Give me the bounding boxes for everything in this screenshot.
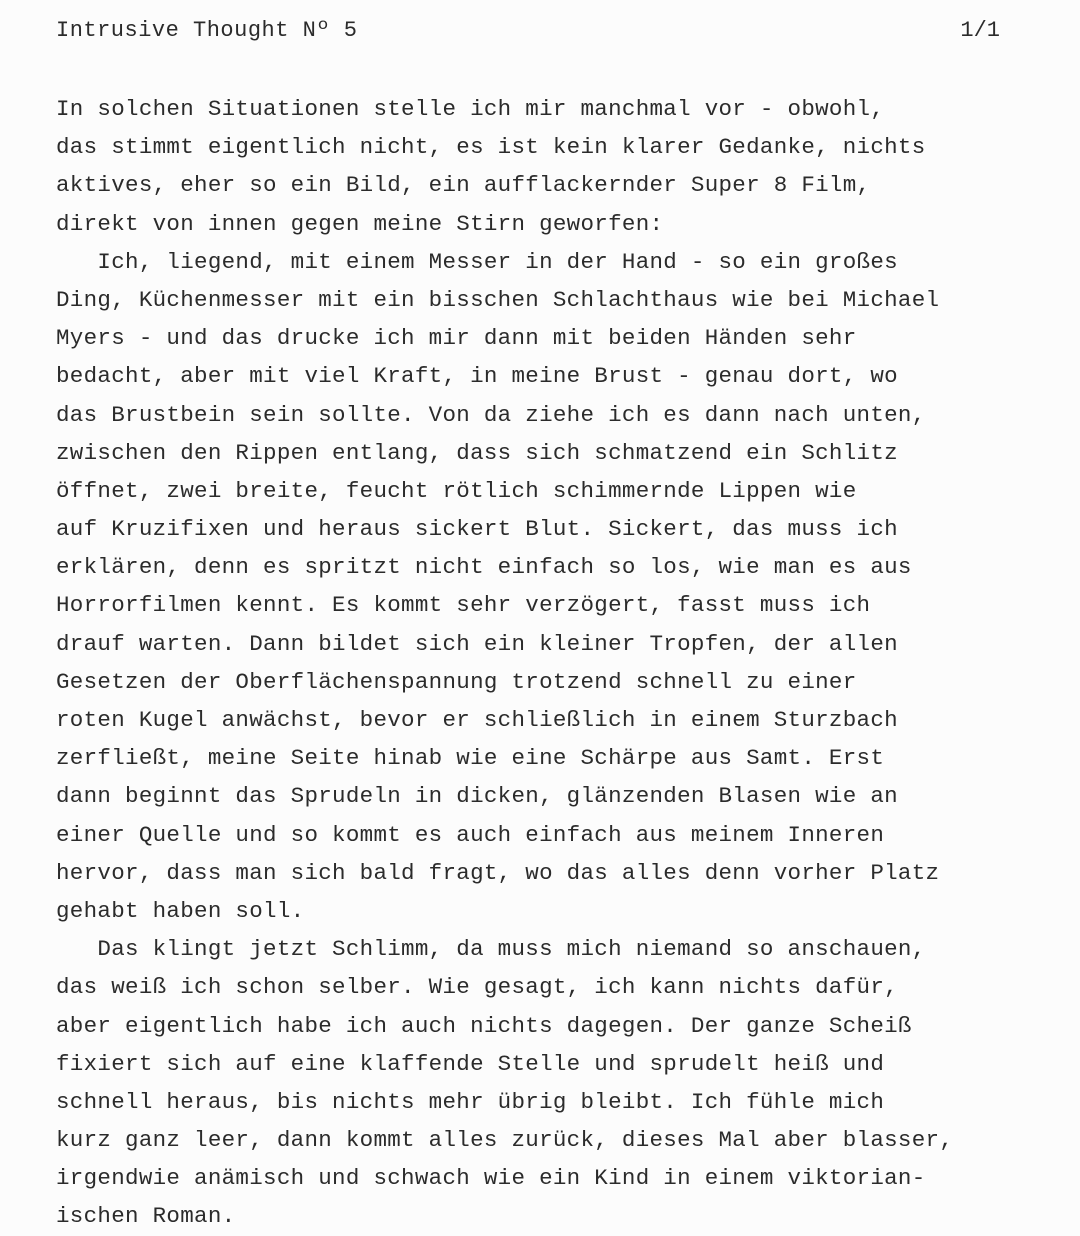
text-line: hervor, dass man sich bald fragt, wo das alles denn vorher Platz xyxy=(56,859,940,886)
text-line: das weiß ich schon selber. Wie gesagt, ich kann nichts dafür, xyxy=(56,974,898,1001)
text-line: bedacht, aber mit viel Kraft, in meine Brust - genau dort, wo xyxy=(56,363,898,390)
text-line: das stimmt eigentlich nicht, es ist kein klarer Gedanke, nichts xyxy=(56,134,926,161)
text-line: drauf warten. Dann bildet sich ein kleiner Tropfen, der allen xyxy=(56,630,898,657)
text-line: Ich, liegend, mit einem Messer in der Hand - so ein großes xyxy=(56,248,898,275)
text-line: dann beginnt das Sprudeln in dicken, glänzenden Blasen wie an xyxy=(56,783,898,810)
text-line: In solchen Situationen stelle ich mir manchmal vor - obwohl, xyxy=(56,96,885,122)
text-line: kurz ganz leer, dann kommt alles zurück, dieses Mal aber blasser, xyxy=(56,1127,954,1154)
text-line: auf Kruzifixen und heraus sickert Blut. Sickert, das muss ich xyxy=(56,516,898,543)
text-line: Ding, Küchenmesser mit ein bisschen Schlachthaus wie bei Michael xyxy=(56,286,940,313)
text-line: schnell heraus, bis nichts mehr übrig bleibt. Ich fühle mich xyxy=(56,1088,885,1115)
text-line: erklären, denn es spritzt nicht einfach so los, wie man es aus xyxy=(56,554,912,581)
text-line: direkt von innen gegen meine Stirn geworfen: xyxy=(56,210,664,237)
page-number: 1/1 xyxy=(960,18,1000,43)
text-line: Myers - und das drucke ich mir dann mit beiden Händen sehr xyxy=(56,325,857,352)
text-line: fixiert sich auf eine klaffende Stelle und sprudelt heiß und xyxy=(56,1050,885,1077)
text-line: einer Quelle und so kommt es auch einfach aus meinem Inneren xyxy=(56,821,885,848)
page-header xyxy=(56,14,1000,52)
text-line: Horrorfilmen kennt. Es kommt sehr verzögert, fasst muss ich xyxy=(56,592,871,619)
text-line: zwischen den Rippen entlang, dass sich schmatzend ein Schlitz xyxy=(56,439,898,466)
typed-text-body xyxy=(56,90,1046,1236)
text-line: öffnet, zwei breite, feucht rötlich schimmernde Lippen wie xyxy=(56,477,857,504)
text-line: aktives, eher so ein Bild, ein aufflackernder Super 8 Film, xyxy=(56,172,871,199)
text-line: zerfließt, meine Seite hinab wie eine Schärpe aus Samt. Erst xyxy=(56,745,885,772)
text-line: Das klingt jetzt Schlimm, da muss mich niemand so anschauen, xyxy=(56,936,926,963)
text-line: irgendwie anämisch und schwach wie ein Kind in einem viktorian- xyxy=(56,1165,926,1192)
text-line: ischen Roman. xyxy=(56,1203,236,1230)
text-line: aber eigentlich habe ich auch nichts dagegen. Der ganze Scheiß xyxy=(56,1012,912,1039)
page-title: Intrusive Thought Nº 5 xyxy=(56,18,358,43)
text-line: das Brustbein sein sollte. Von da ziehe ich es dann nach unten, xyxy=(56,401,926,428)
text-line: Gesetzen der Oberflächenspannung trotzend schnell zu einer xyxy=(56,668,857,695)
text-line: gehabt haben soll. xyxy=(56,897,305,924)
text-line: roten Kugel anwächst, bevor er schließlich in einem Sturzbach xyxy=(56,707,898,733)
